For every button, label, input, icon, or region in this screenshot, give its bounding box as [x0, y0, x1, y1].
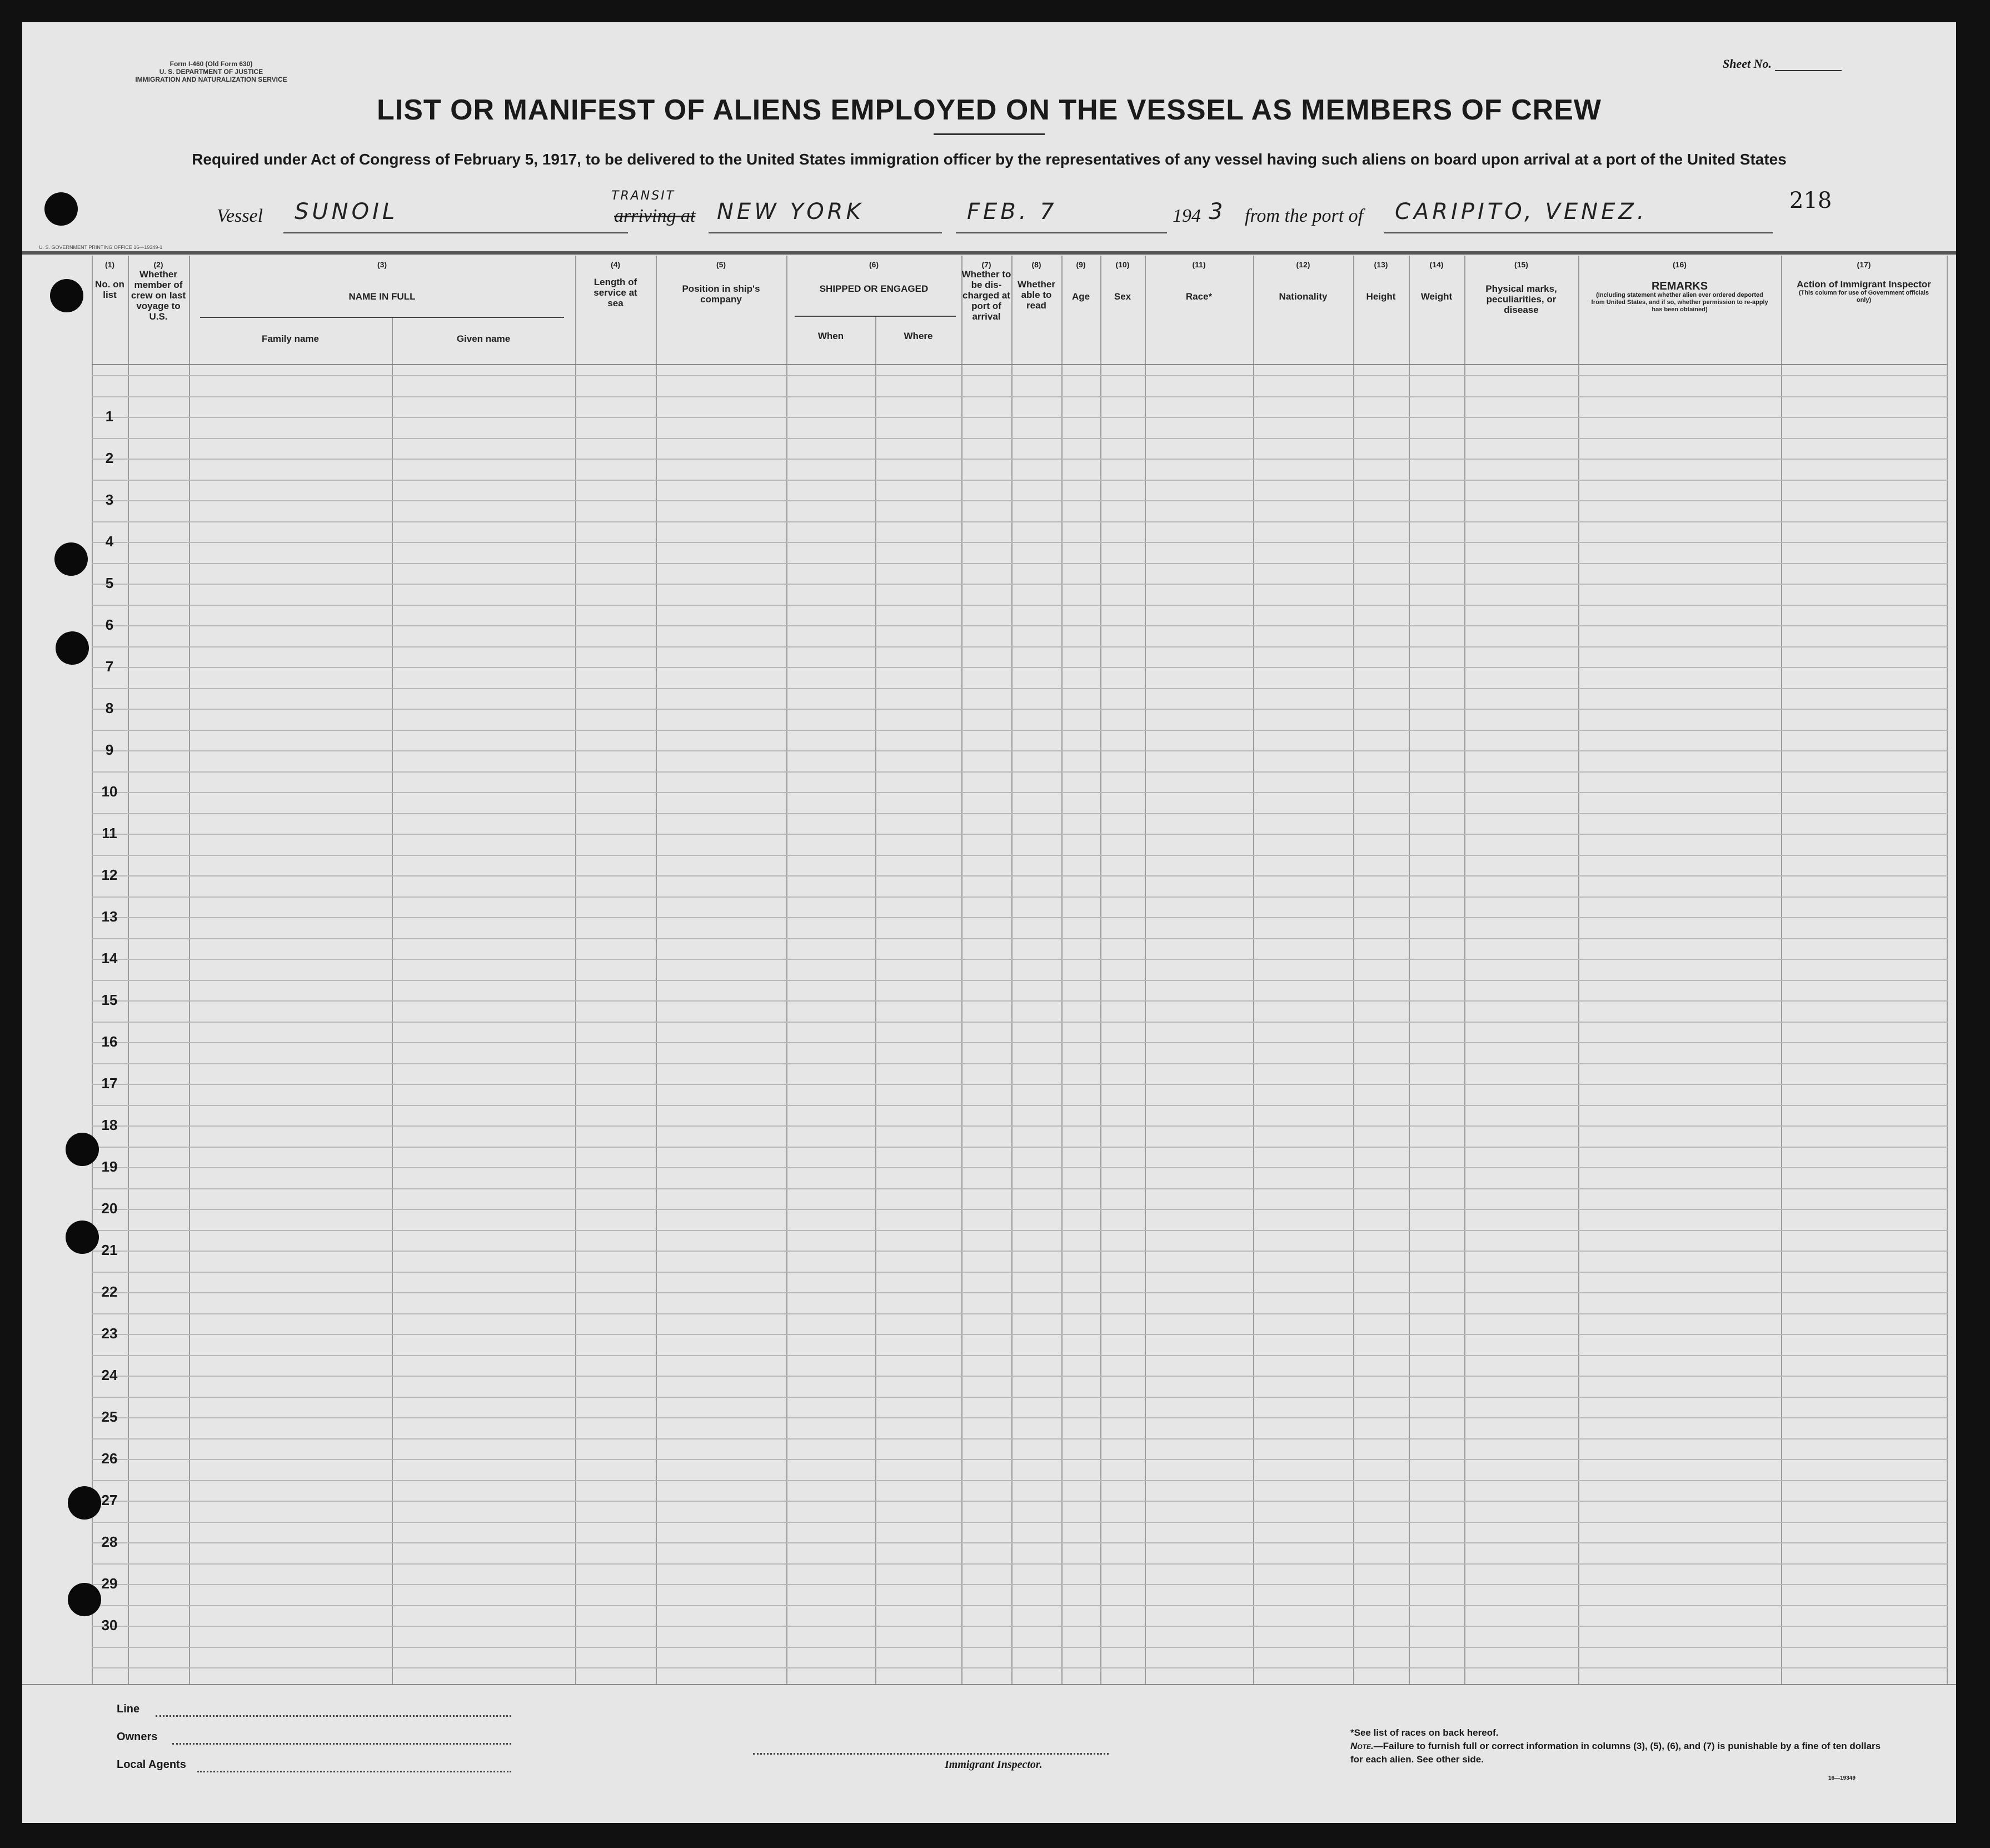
- form-number: Form I-460 (Old Form 630): [169, 60, 253, 68]
- punch-hole: [66, 1133, 99, 1166]
- row-rule: [92, 1292, 1948, 1293]
- row-number: 13: [101, 908, 118, 925]
- page-subtitle: Required under Act of Congress of February 5, 1917, to be delivered to the United States immigration officer by the representatives of any vessel having such aliens on board upon arrival at a port of the United States: [192, 151, 1787, 168]
- row-rule: [92, 605, 1948, 606]
- punch-hole: [68, 1486, 101, 1520]
- department-name: U. S. DEPARTMENT OF JUSTICE: [159, 68, 263, 76]
- row-rule: [92, 1605, 1948, 1606]
- row-area: [92, 364, 1948, 1684]
- row-number: 12: [101, 866, 118, 883]
- date-field-line: [956, 232, 1167, 233]
- row-number: 29: [101, 1575, 118, 1592]
- arrival-port: NEW YORK: [717, 199, 864, 225]
- row-number: 15: [101, 992, 118, 1008]
- row-number: 19: [101, 1158, 118, 1175]
- row-number: 22: [101, 1283, 118, 1300]
- port-field-line: [709, 232, 942, 233]
- row-rule: [92, 1313, 1948, 1314]
- row-rule: [92, 375, 1948, 376]
- departure-port: CARIPITO, VENEZ.: [1395, 199, 1648, 225]
- arrival-date: FEB. 7: [967, 199, 1058, 225]
- row-rule: [92, 1376, 1948, 1377]
- row-rule: [92, 1584, 1948, 1585]
- row-rule: [92, 417, 1948, 418]
- sheet-number-blank: [1775, 60, 1842, 71]
- row-number: 5: [105, 575, 114, 591]
- sheet-number: [1723, 57, 1842, 71]
- local-agents-field: [197, 1771, 511, 1772]
- form-code: 16—19349: [1828, 1775, 1856, 1781]
- row-number: 21: [101, 1242, 118, 1258]
- row-rule: [92, 1125, 1948, 1127]
- crew-table: [92, 256, 1948, 1684]
- row-rule: [92, 667, 1948, 668]
- row-rule: [92, 584, 1948, 585]
- row-rule: [92, 646, 1948, 647]
- row-rule: [92, 521, 1948, 522]
- row-rule: [92, 1626, 1948, 1627]
- year-prefix: 194: [1173, 206, 1201, 226]
- row-number: 3: [105, 491, 114, 508]
- row-rule: [92, 1438, 1948, 1439]
- row-rule: [92, 1042, 1948, 1043]
- row-number: 7: [105, 658, 114, 675]
- col-12-header: (12) Nationality: [1279, 260, 1328, 302]
- line-label: Line: [117, 1703, 140, 1715]
- row-rule: [92, 896, 1948, 898]
- form-info: [89, 60, 333, 83]
- row-number: 2: [105, 450, 114, 466]
- local-agents-label: Local Agents: [117, 1759, 186, 1771]
- row-number: 14: [101, 950, 118, 967]
- row-number: 26: [101, 1450, 118, 1467]
- line-field: [156, 1715, 511, 1717]
- row-rule: [92, 1105, 1948, 1106]
- page-title: LIST OR MANIFEST OF ALIENS EMPLOYED ON THE VESSEL AS MEMBERS OF CREW: [377, 94, 1602, 126]
- col-5-header: (5) Position in ship's company: [682, 260, 760, 305]
- shipped-header-rule: [795, 316, 956, 317]
- arriving-label: arriving at: [614, 206, 696, 226]
- row-rule: [92, 1480, 1948, 1481]
- row-rule: [92, 1334, 1948, 1335]
- family-name-header: Family name: [262, 333, 319, 344]
- row-rule: [92, 542, 1948, 543]
- row-rule: [92, 1397, 1948, 1398]
- row-number: 10: [101, 783, 118, 800]
- row-rule: [92, 1522, 1948, 1523]
- row-rule: [92, 438, 1948, 439]
- row-rule: [92, 1272, 1948, 1273]
- punch-hole: [56, 631, 89, 665]
- row-rule: [92, 1542, 1948, 1543]
- punch-hole: [44, 192, 78, 226]
- penalty-note: Note.—Failure to furnish full or correct information in columns (3), (5), (6), and (7) is punishable by a fine of ten dollars for each alien. See other side.: [1350, 1741, 1881, 1765]
- row-number: 6: [105, 616, 114, 633]
- row-rule: [92, 1167, 1948, 1168]
- col-9-header: (9) Age: [1071, 260, 1090, 302]
- row-number: 16: [101, 1033, 118, 1050]
- row-rule: [92, 1147, 1948, 1148]
- row-rule: [92, 1417, 1948, 1418]
- row-rule: [92, 1647, 1948, 1648]
- row-rule: [92, 771, 1948, 773]
- row-number: 20: [101, 1200, 118, 1217]
- from-port-field-line: [1384, 232, 1773, 233]
- row-rule: [92, 1251, 1948, 1252]
- row-rule: [92, 938, 1948, 939]
- row-rule: [92, 1459, 1948, 1460]
- row-rule: [92, 875, 1948, 876]
- row-number: 27: [101, 1492, 118, 1508]
- sheet-number-label: Sheet No.: [1723, 57, 1772, 71]
- row-rule: [92, 1022, 1948, 1023]
- footer-rule: [22, 1684, 1956, 1685]
- row-number: 23: [101, 1325, 118, 1342]
- inspector-signature-line: [753, 1753, 1109, 1755]
- printer-note: U. S. GOVERNMENT PRINTING OFFICE 16—19349-1: [39, 245, 163, 250]
- shipped-where-header: Where: [904, 331, 933, 341]
- col-14-header: (14) Weight: [1420, 260, 1453, 302]
- row-rule: [92, 959, 1948, 960]
- vessel-field-line: [283, 232, 628, 233]
- row-rule: [92, 625, 1948, 626]
- col-1-header: (1) No. on list: [95, 260, 124, 300]
- punch-hole: [50, 279, 83, 312]
- col-6-header: (6) SHIPPED OR ENGAGED: [819, 260, 929, 294]
- owners-field: [172, 1743, 511, 1745]
- row-number: 1: [105, 408, 114, 425]
- col-2-header: (2) Whether member of crew on last voyage to U.S.: [131, 260, 186, 322]
- row-number: 4: [105, 533, 114, 550]
- footer-notes: [1350, 1726, 1884, 1766]
- punch-hole: [66, 1221, 99, 1254]
- header-rule: [22, 251, 1956, 255]
- row-rule: [92, 459, 1948, 460]
- row-number: 11: [102, 825, 117, 841]
- row-number: 18: [101, 1117, 118, 1133]
- from-port-label: from the port of: [1245, 206, 1364, 226]
- vessel-label: Vessel: [217, 206, 263, 226]
- row-rule: [92, 480, 1948, 481]
- row-number: 9: [105, 741, 114, 758]
- stamp-number: 218: [1789, 188, 1832, 213]
- row-rule: [92, 792, 1948, 793]
- punch-hole: [68, 1583, 101, 1616]
- row-number: 17: [101, 1075, 118, 1092]
- row-rule: [92, 917, 1948, 918]
- row-rule: [92, 1355, 1948, 1356]
- row-rule: [92, 730, 1948, 731]
- row-rule: [92, 1563, 1948, 1565]
- shipped-when-header: When: [817, 331, 844, 341]
- service-name: IMMIGRATION AND NATURALIZATION SERVICE: [135, 76, 287, 83]
- given-name-header: Given name: [456, 333, 511, 344]
- row-rule: [92, 563, 1948, 564]
- punch-hole: [54, 542, 88, 576]
- row-rule: [92, 1063, 1948, 1064]
- row-number: 24: [101, 1367, 118, 1383]
- transit-note: TRANSIT: [611, 189, 676, 203]
- row-number: 28: [101, 1533, 118, 1550]
- row-number: 25: [101, 1408, 118, 1425]
- col-10-header: (10) Sex: [1114, 260, 1131, 302]
- row-rule: [92, 1501, 1948, 1502]
- row-rule: [92, 1667, 1948, 1668]
- row-rule: [92, 980, 1948, 981]
- col-8-header: (8) Whether able to read: [1018, 260, 1055, 311]
- col-3-header: (3) NAME IN FULL: [348, 260, 416, 302]
- owners-label: Owners: [117, 1731, 158, 1743]
- row-number: 8: [105, 700, 114, 716]
- vessel-name: SUNOIL: [295, 199, 398, 225]
- col-13-header: (13) Height: [1366, 260, 1396, 302]
- row-rule: [92, 396, 1948, 397]
- row-rule: [92, 709, 1948, 710]
- col-15-header: (15) Physical marks, peculiarities, or disease: [1485, 260, 1557, 315]
- col-17-header: (17) Action of Immigrant Inspector (This column for use of Government officials only): [1797, 260, 1931, 303]
- inspector-label: Immigrant Inspector.: [945, 1759, 1043, 1771]
- row-rule: [92, 1209, 1948, 1210]
- row-rule: [92, 834, 1948, 835]
- row-rule: [92, 750, 1948, 751]
- title-divider: [934, 133, 1045, 135]
- col-16-header: (16) REMARKS (Including statement whether alien ever ordered deported from United States, and if so, whether permission to re-apply has been obtained): [1591, 260, 1768, 313]
- col-11-header: (11) Race*: [1185, 260, 1213, 302]
- manifest-sheet: [22, 22, 1956, 1823]
- name-header-rule: [200, 317, 564, 318]
- row-rule: [92, 1084, 1948, 1085]
- row-number: 30: [101, 1617, 118, 1633]
- row-rule: [92, 1230, 1948, 1231]
- row-rule: [92, 500, 1948, 501]
- row-rule: [92, 813, 1948, 814]
- row-rule: [92, 1188, 1948, 1189]
- year-suffix: 3: [1209, 199, 1226, 225]
- row-rule: [92, 1000, 1948, 1002]
- col-7-header: (7) Whether to be dis-charged at port of arrival: [961, 260, 1011, 322]
- row-rule: [92, 855, 1948, 856]
- row-rule: [92, 688, 1948, 689]
- col-4-header: (4) Length of service at sea: [593, 260, 637, 308]
- race-note: *See list of races on back hereof.: [1350, 1727, 1499, 1738]
